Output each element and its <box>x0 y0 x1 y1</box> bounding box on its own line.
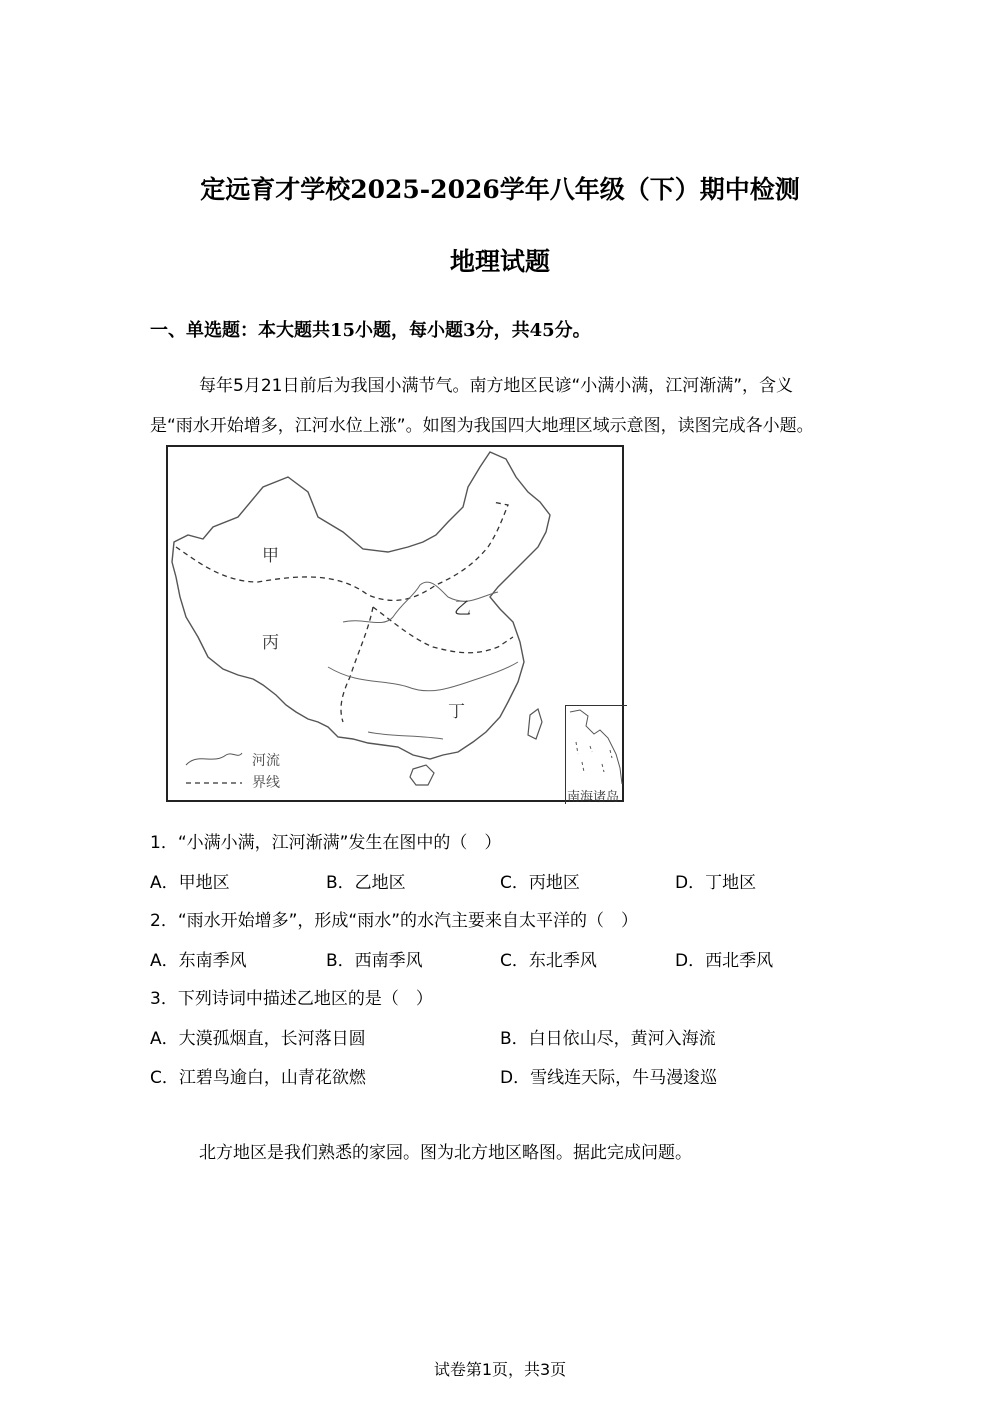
intro-paragraph-line2: 是“雨水开始增多，江河水位上涨”。如图为我国四大地理区域示意图，读图完成各小题。 <box>150 416 814 436</box>
hainan-island <box>410 765 434 785</box>
map-drawing <box>168 447 622 800</box>
legend-river-label: 河流 <box>252 753 280 769</box>
river-yangtze <box>328 662 518 691</box>
question-2-option-d[interactable]: D．西北季风 <box>675 951 774 971</box>
question-1-option-d[interactable]: D．丁地区 <box>675 873 757 893</box>
river-yellow <box>343 582 498 622</box>
legend-boundary-label: 界线 <box>252 775 280 791</box>
region-label-bing: 丙 <box>262 633 279 653</box>
section-heading: 一、单选题：本大题共15小题，每小题3分，共45分。 <box>150 320 591 341</box>
exam-title: 定远育才学校2025-2026学年八年级（下）期中检测 <box>200 175 800 204</box>
question-3-option-d[interactable]: D．雪线连天际，牛马漫逡巡 <box>500 1068 718 1088</box>
taiwan-island <box>528 709 542 739</box>
question-1-stem: 1．“小满小满，江河渐满”发生在图中的（ ） <box>150 833 502 853</box>
question-1-option-c[interactable]: C．丙地区 <box>500 873 580 893</box>
question-3-option-c[interactable]: C．江碧鸟逾白，山青花欲燃 <box>150 1068 366 1088</box>
question-2-stem: 2．“雨水开始增多”，形成“雨水”的水汽主要来自太平洋的（ ） <box>150 911 639 931</box>
question-3-option-a[interactable]: A．大漠孤烟直，长河落日圆 <box>150 1029 366 1049</box>
intro-paragraph-2: 北方地区是我们熟悉的家园。图为北方地区略图。据此完成问题。 <box>199 1143 692 1163</box>
china-regions-map <box>166 445 624 805</box>
question-1-option-a[interactable]: A．甲地区 <box>150 873 230 893</box>
region-label-jia: 甲 <box>262 546 279 566</box>
question-2-option-a[interactable]: A．东南季风 <box>150 951 247 971</box>
intro-paragraph-line1: 每年5月21日前后为我国小满节气。南方地区民谚“小满小满，江河渐满”，含义 <box>199 376 794 396</box>
question-1-option-b[interactable]: B．乙地区 <box>326 873 406 893</box>
inset-label: 南海诸岛 <box>567 790 620 805</box>
region-label-yi: 乙 <box>454 599 471 619</box>
country-outline <box>172 452 550 759</box>
question-3-option-b[interactable]: B．白日依山尽，黄河入海流 <box>500 1029 716 1049</box>
boundary-qinghai-tibet <box>341 607 373 722</box>
region-label-ding: 丁 <box>448 702 465 722</box>
boundary-north-west <box>176 502 508 600</box>
page-footer: 试卷第1页，共3页 <box>433 1360 567 1379</box>
boundary-qinling <box>373 607 513 653</box>
question-2-option-c[interactable]: C．东北季风 <box>500 951 597 971</box>
legend-river-sample <box>186 753 242 765</box>
river-pearl <box>368 732 443 739</box>
subject-title: 地理试题 <box>449 247 550 276</box>
question-2-option-b[interactable]: B．西南季风 <box>326 951 423 971</box>
question-3-stem: 3．下列诗词中描述乙地区的是（ ） <box>150 989 433 1009</box>
south-china-sea-inset <box>565 705 627 804</box>
